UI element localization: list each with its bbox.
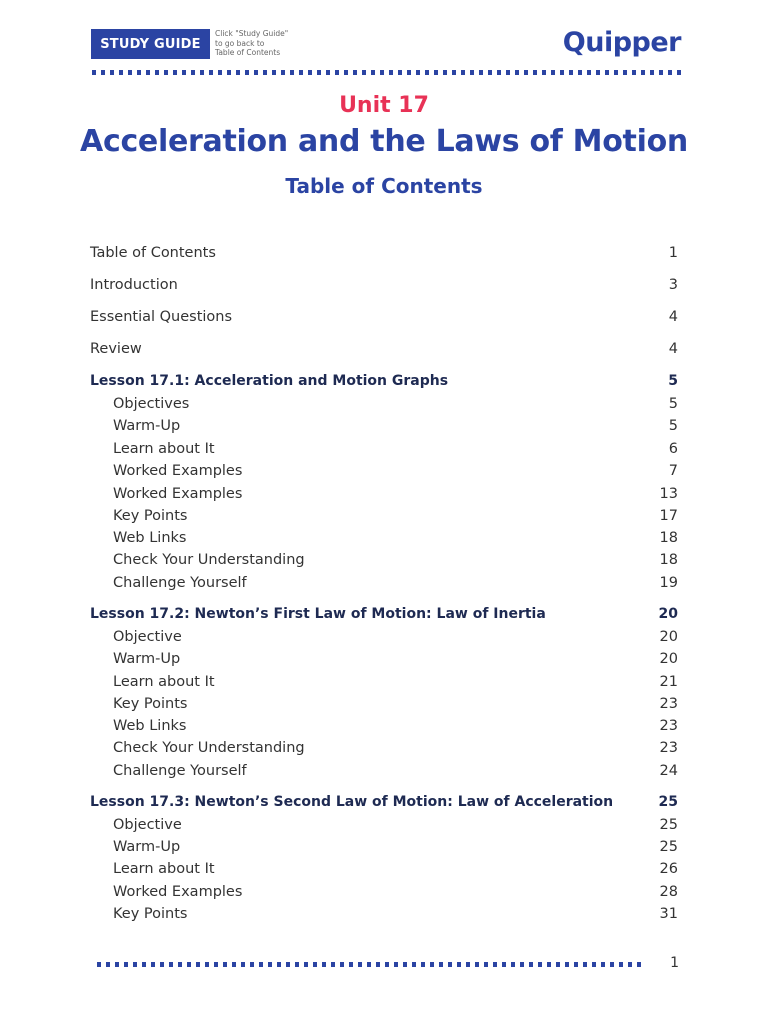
hint-line: Click "Study Guide" — [215, 29, 289, 38]
page-title: Acceleration and the Laws of Motion — [80, 124, 688, 159]
quipper-logo: Quipper — [562, 27, 681, 58]
page-number: 1 — [670, 955, 679, 971]
toc-entry-page: 20 — [659, 629, 678, 645]
toc-entry-page: 18 — [659, 552, 678, 568]
toc-lesson-entry[interactable] — [90, 371, 678, 391]
toc-subentry[interactable] — [90, 506, 678, 526]
toc-entry[interactable] — [90, 275, 678, 295]
toc-entry-title: Objective — [113, 817, 182, 833]
toc-entry-title: Check Your Understanding — [113, 552, 305, 568]
toc-entry-title: Objective — [113, 629, 182, 645]
toc-entry-title: Key Points — [113, 696, 188, 712]
toc-entry-page: 6 — [668, 441, 678, 457]
toc-entry-title: Review — [90, 341, 142, 357]
toc-subentry[interactable] — [90, 550, 678, 570]
toc-entry-page: 7 — [668, 463, 678, 479]
toc-subentry[interactable] — [90, 815, 678, 835]
toc-entry-title: Worked Examples — [113, 486, 243, 502]
toc-entry-title: Warm-Up — [113, 418, 181, 434]
toc-entry-page: 23 — [659, 740, 678, 756]
toc-entry[interactable] — [90, 339, 678, 359]
toc-entry-page: 5 — [668, 373, 678, 389]
toc-entry-title: Worked Examples — [113, 463, 243, 479]
toc-entry-page: 21 — [659, 674, 678, 690]
toc-subentry[interactable] — [90, 649, 678, 669]
toc-entry-page: 25 — [659, 817, 678, 833]
toc-subentry[interactable] — [90, 394, 678, 414]
toc-subentry[interactable] — [90, 904, 678, 924]
toc-entry-title: Essential Questions — [90, 309, 233, 325]
toc-subentry[interactable] — [90, 738, 678, 758]
toc-subentry[interactable] — [90, 859, 678, 879]
toc-entry-page: 23 — [659, 696, 678, 712]
toc-entry-title: Check Your Understanding — [113, 740, 305, 756]
unit-label: Unit 17 — [339, 93, 429, 118]
toc-subentry[interactable] — [90, 837, 678, 857]
toc-subentry[interactable] — [90, 416, 678, 436]
toc-entry-title: Learn about It — [113, 861, 215, 877]
toc-entry-title: Lesson 17.2: Newton’s First Law of Motion: Law of Inertia — [90, 606, 546, 622]
toc-entry-title: Warm-Up — [113, 839, 181, 855]
toc-entry[interactable] — [90, 243, 678, 263]
toc-entry-page: 20 — [658, 606, 678, 622]
toc-entry-page: 13 — [659, 486, 678, 502]
toc-entry-page: 26 — [659, 861, 678, 877]
toc-subentry[interactable] — [90, 627, 678, 647]
toc-entry-page: 3 — [668, 277, 678, 293]
toc-entry-page: 24 — [659, 763, 678, 779]
toc-entry-title: Table of Contents — [90, 245, 216, 261]
toc-entry-title: Key Points — [113, 508, 188, 524]
hint-line: to go back to — [215, 38, 265, 48]
toc-entry-page: 18 — [659, 530, 678, 546]
toc-subentry[interactable] — [90, 761, 678, 781]
toc-entry-page: 4 — [668, 309, 678, 325]
toc-entry-title: Learn about It — [113, 441, 215, 457]
toc-entry-page: 5 — [668, 396, 678, 412]
toc-subentry[interactable] — [90, 716, 678, 736]
toc-lesson-entry[interactable] — [90, 604, 678, 624]
toc-entry-title: Lesson 17.1: Acceleration and Motion Graphs — [90, 373, 449, 389]
toc-subentry[interactable] — [90, 461, 678, 481]
toc-entry-title: Lesson 17.3: Newton’s Second Law of Motion: Law of Acceleration — [90, 794, 614, 810]
toc-heading: Table of Contents — [285, 174, 483, 198]
toc-subentry[interactable] — [90, 439, 678, 459]
toc-entry-title: Web Links — [113, 530, 187, 546]
toc-subentry[interactable] — [90, 694, 678, 714]
study-guide-button[interactable]: STUDY GUIDE — [91, 29, 210, 59]
toc-subentry[interactable] — [90, 573, 678, 593]
toc-entry[interactable] — [90, 307, 678, 327]
toc-entry-page: 20 — [659, 651, 678, 667]
toc-entry-page: 19 — [659, 575, 678, 591]
toc-entry-page: 17 — [659, 508, 678, 524]
toc-entry-page: 4 — [668, 341, 678, 357]
toc-entry-page: 5 — [668, 418, 678, 434]
page-header — [91, 29, 681, 59]
study-guide-hint — [215, 29, 325, 58]
toc-entry-title: Warm-Up — [113, 651, 181, 667]
toc-entry-title: Worked Examples — [113, 884, 243, 900]
toc-entry-title: Introduction — [90, 277, 178, 293]
header-divider — [92, 70, 682, 75]
toc-entry-title: Objectives — [113, 396, 190, 412]
hint-line: Table of Contents — [215, 48, 281, 57]
toc-entry-page: 25 — [658, 794, 678, 810]
footer-divider — [97, 962, 641, 967]
toc-entry-page: 23 — [659, 718, 678, 734]
toc-subentry[interactable] — [90, 484, 678, 504]
toc-entry-page: 28 — [659, 884, 678, 900]
toc-entry-title: Challenge Yourself — [113, 763, 247, 779]
toc-entry-title: Key Points — [113, 906, 188, 922]
toc-lesson-entry[interactable] — [90, 792, 678, 812]
toc-subentry[interactable] — [90, 882, 678, 902]
toc-entry-page: 1 — [668, 245, 678, 261]
toc-subentry[interactable] — [90, 528, 678, 548]
toc-entry-title: Web Links — [113, 718, 187, 734]
toc-entry-title: Challenge Yourself — [113, 575, 247, 591]
toc-entry-page: 25 — [659, 839, 678, 855]
toc-entry-title: Learn about It — [113, 674, 215, 690]
toc-subentry[interactable] — [90, 672, 678, 692]
toc-entry-page: 31 — [659, 906, 678, 922]
